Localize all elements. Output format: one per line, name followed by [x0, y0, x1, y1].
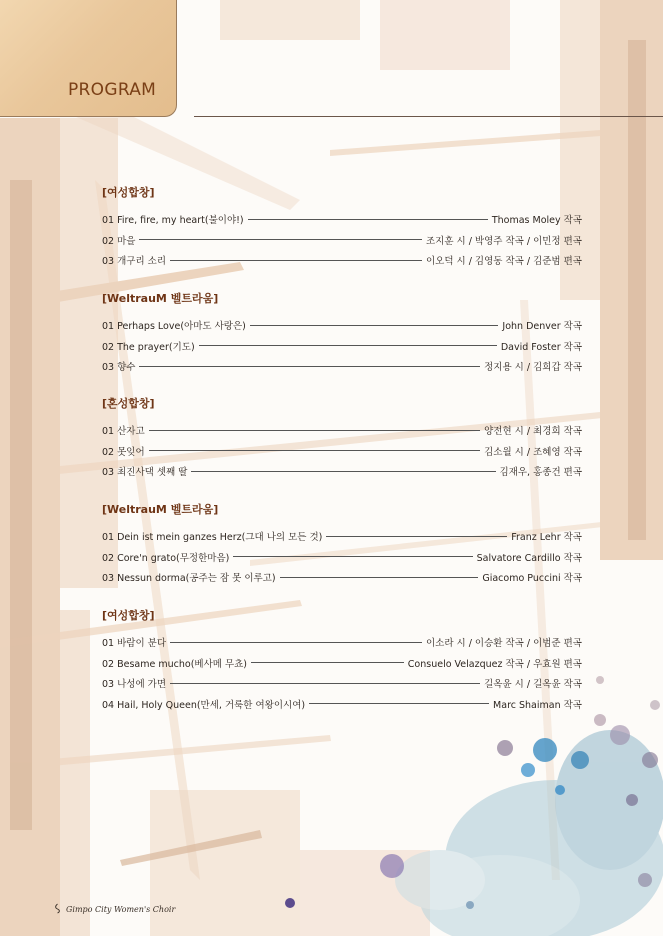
piece-title: 03 나성에 가면 [102, 679, 167, 691]
section-title: [여성합창] [102, 609, 155, 622]
piece-credits: 조지훈 시 / 박영주 작곡 / 이민정 편곡 [425, 235, 582, 247]
page-title: PROGRAM [68, 80, 157, 100]
program-item [102, 632, 582, 653]
choir-logo-icon [53, 903, 62, 914]
piece-title: 04 Hail, Holy Queen(만세, 거룩한 여왕이시여) [102, 699, 306, 711]
piece-title: 01 바람이 분다 [102, 638, 167, 650]
piece-credits: Giacomo Puccini 작곡 [482, 573, 582, 585]
piece-title: 03 최진사댁 셋째 딸 [102, 467, 188, 479]
program-item [102, 441, 582, 462]
section-title: [WeltrauM 벨트라움] [102, 292, 219, 305]
leader-line [149, 430, 480, 431]
program-item [102, 673, 582, 694]
leader-line [326, 536, 507, 537]
piece-credits: 김재우, 홍종건 편곡 [499, 467, 582, 479]
leader-line [170, 683, 480, 684]
piece-credits: Salvatore Cardillo 작곡 [476, 552, 582, 564]
leader-line [248, 219, 488, 220]
leader-line [139, 366, 480, 367]
program-section [102, 291, 582, 377]
piece-credits: John Denver 작곡 [502, 321, 582, 333]
piece-title: 01 Dein ist mein ganzes Herz(그대 나의 모든 것) [102, 532, 323, 544]
piece-credits: Franz Lehr 작곡 [511, 532, 582, 544]
program-section [102, 396, 582, 482]
program-item [102, 356, 582, 377]
leader-line [149, 450, 480, 451]
program-item [102, 461, 582, 482]
program-item [102, 694, 582, 715]
leader-line [191, 471, 495, 472]
piece-title: 03 Nessun dorma(공주는 잠 못 이루고) [102, 573, 276, 585]
leader-line [280, 577, 479, 578]
program-item [102, 315, 582, 336]
piece-title: 03 향수 [102, 362, 136, 374]
piece-credits: 이소라 시 / 이승환 작곡 / 이범준 편곡 [425, 638, 582, 650]
piece-title: 03 개구리 소리 [102, 256, 167, 268]
piece-title: 02 The prayer(기도) [102, 341, 195, 353]
section-title: [WeltrauM 벨트라움] [102, 503, 219, 516]
piece-title: 02 Besame mucho(베사메 무쵸) [102, 658, 248, 670]
piece-title: 01 산자고 [102, 426, 145, 438]
section-title: [여성합창] [102, 186, 155, 199]
leader-line [170, 642, 422, 643]
piece-credits: Marc Shaiman 작곡 [493, 699, 582, 711]
leader-line [170, 260, 422, 261]
leader-line [139, 239, 422, 240]
piece-credits: 양전현 시 / 최경희 작곡 [484, 426, 582, 438]
footer-choir-name: Gimpo City Women's Choir [66, 905, 176, 914]
leader-line [309, 703, 489, 704]
leader-line [233, 556, 472, 557]
program-item [102, 230, 582, 251]
section-title: [혼성합창] [102, 397, 155, 410]
piece-credits: 김소월 시 / 조혜영 작곡 [484, 446, 582, 458]
piece-title: 02 마을 [102, 235, 136, 247]
piece-title: 01 Perhaps Love(아마도 사랑은) [102, 321, 246, 333]
piece-credits: 길옥윤 시 / 길옥윤 작곡 [484, 679, 582, 691]
program-section [102, 502, 582, 588]
header-divider [194, 116, 663, 117]
piece-credits: Thomas Moley 작곡 [491, 215, 582, 227]
piece-credits: Consuelo Velazquez 작곡 / 우효원 편곡 [407, 658, 582, 670]
program-item [102, 526, 582, 547]
program-section [102, 608, 582, 714]
program-section [102, 185, 582, 271]
piece-credits: 정지용 시 / 김희갑 작곡 [484, 362, 582, 374]
leader-line [199, 345, 497, 346]
leader-line [251, 662, 404, 663]
leader-line [250, 325, 499, 326]
program-item [102, 420, 582, 441]
piece-title: 02 Core'n grato(무정한마음) [102, 552, 230, 564]
title-tab [0, 0, 177, 117]
piece-title: 01 Fire, fire, my heart(불이야!) [102, 215, 244, 227]
piece-credits: David Foster 작곡 [500, 341, 582, 353]
program-item [102, 336, 582, 357]
piece-credits: 이오덕 시 / 김영동 작곡 / 김준범 편곡 [425, 256, 582, 268]
program-item [102, 209, 582, 230]
piece-title: 02 못잊어 [102, 446, 145, 458]
program-item [102, 567, 582, 588]
program-item [102, 653, 582, 674]
program-item [102, 250, 582, 271]
program-item [102, 547, 582, 568]
